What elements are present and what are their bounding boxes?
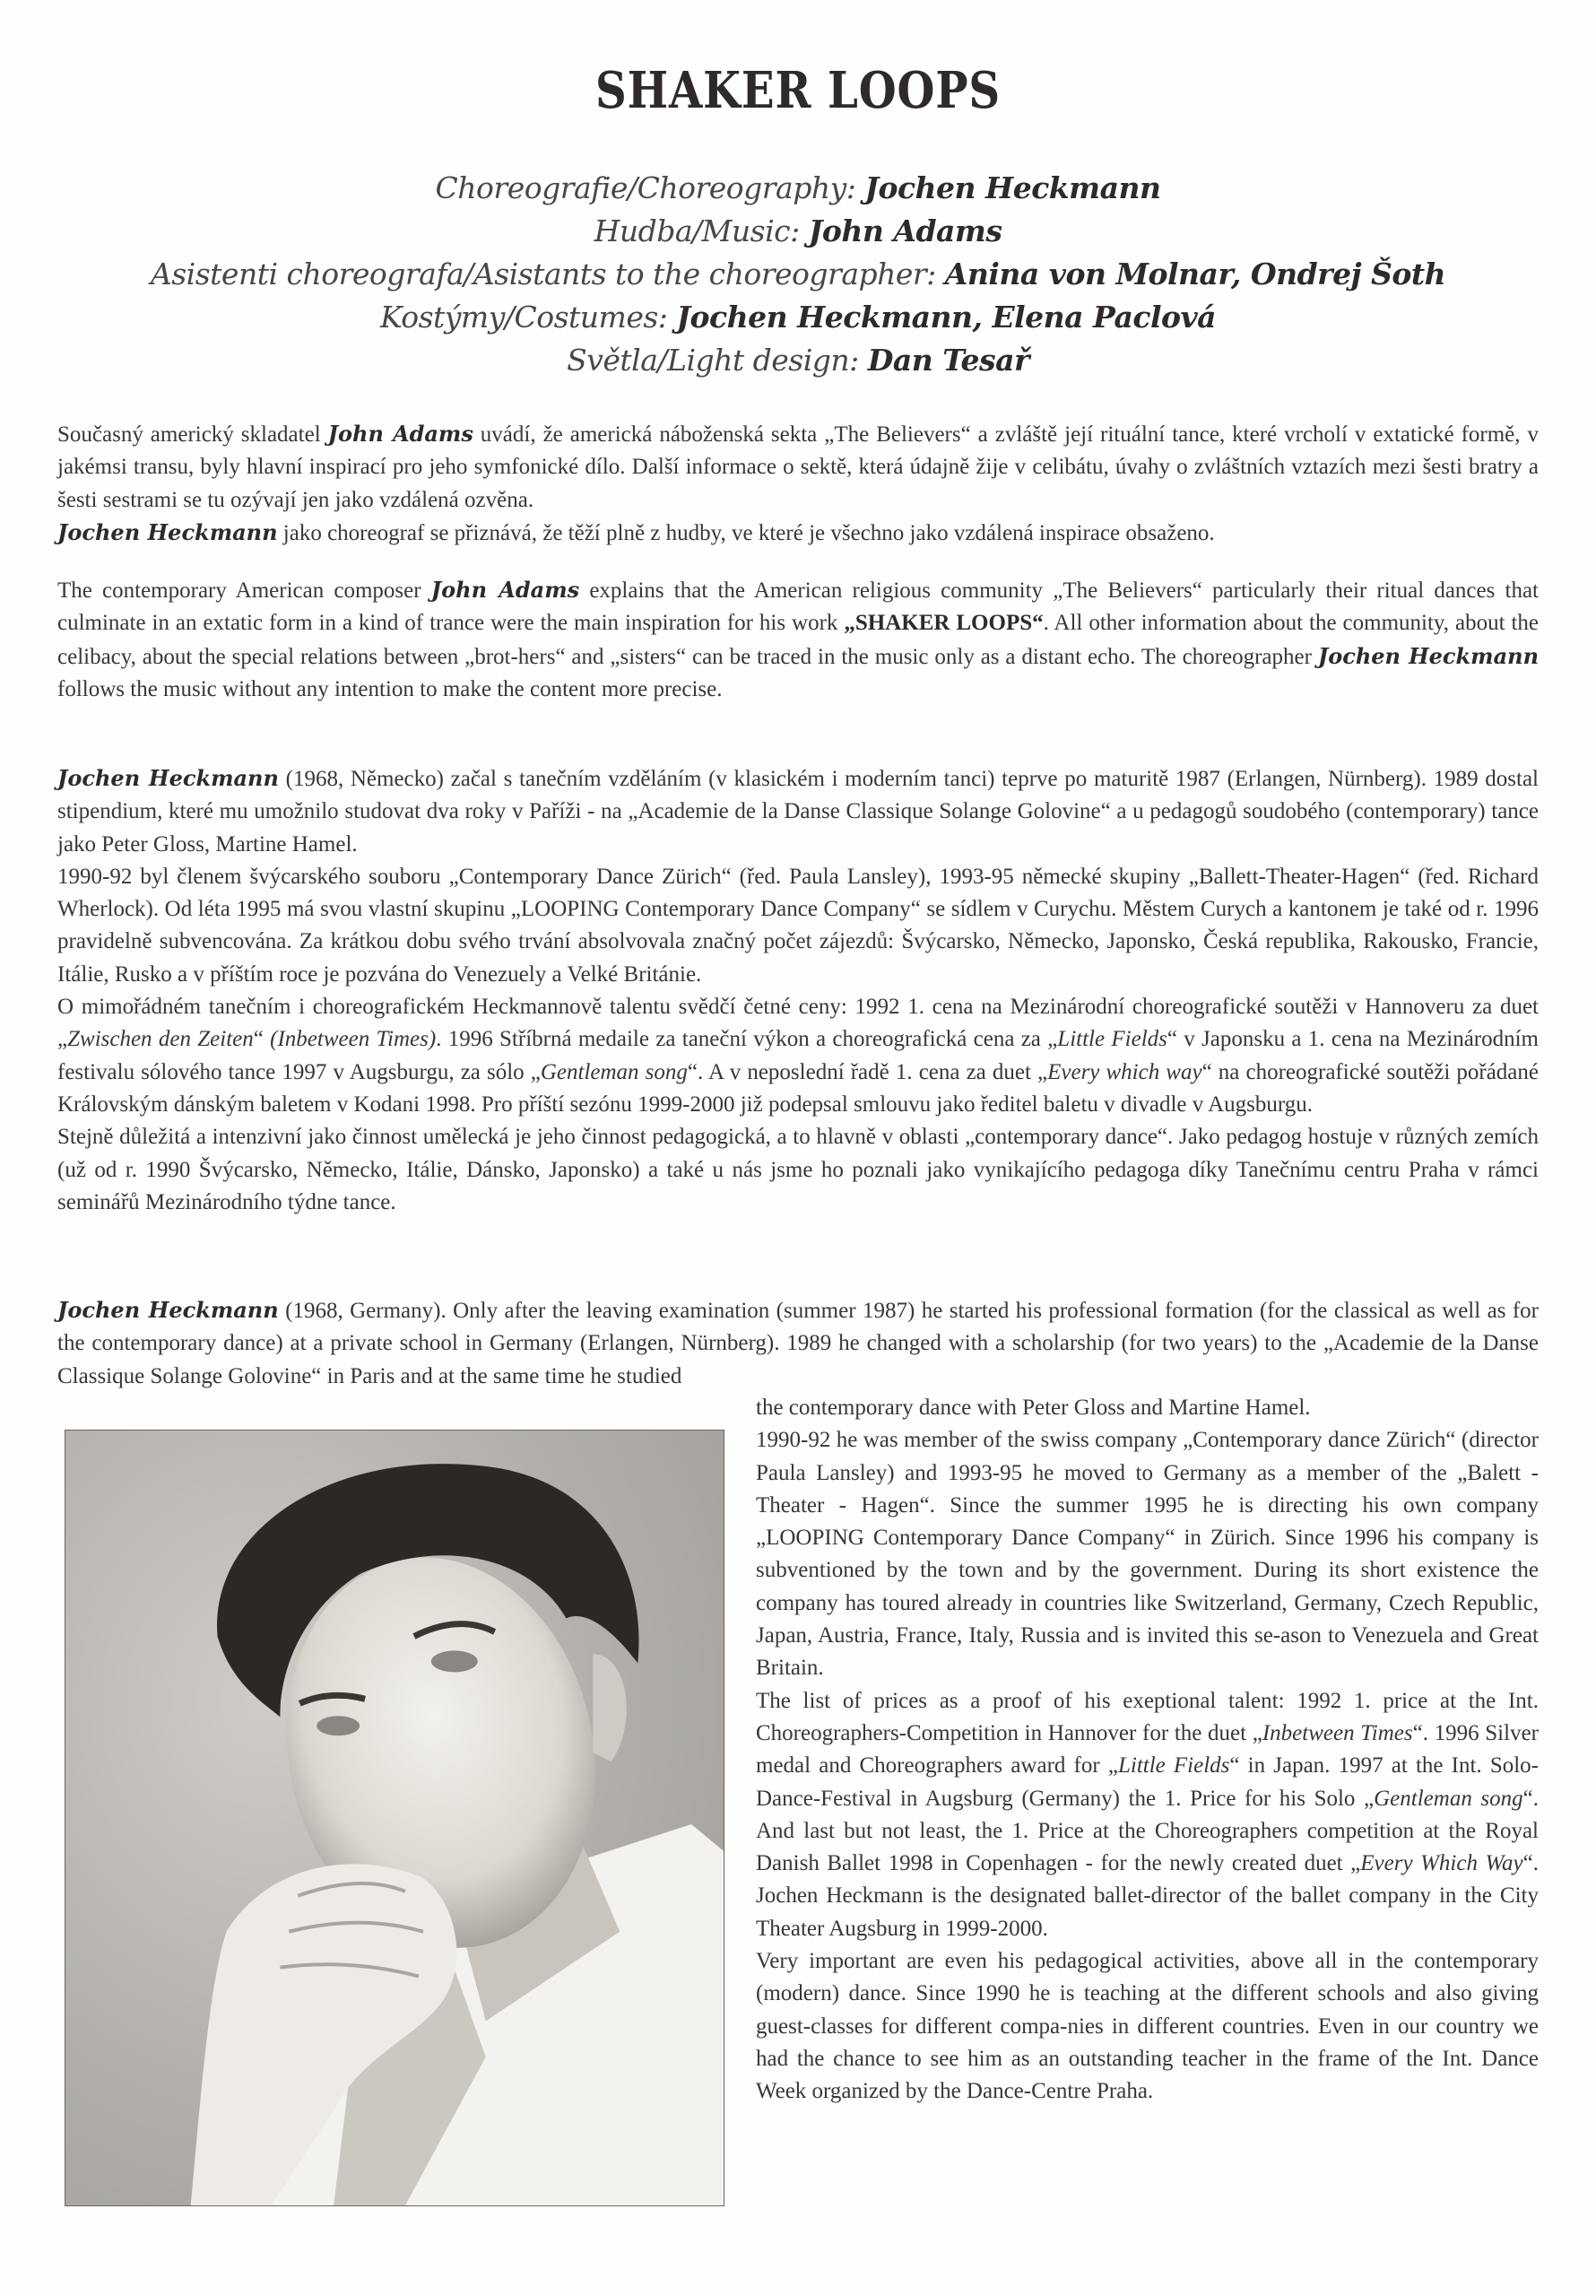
text-run: 1990-92 he was member of the swiss company „Contemporary dance Zürich“ (director Paula Lansley) and 1993-95 he moved to Germany as a member of the „Balett - Theater - Hagen“. Since the summer 1995 he is directing his own company „LOOPING Contemporary Dance Company“ in Zürich. Since 1996 his company is subventioned by the town and by the government. During its short existence the company has toured already in countries like Switzerland, Germany, Czech Republic, Japan, Austria, France, Italy, Russia and is invited this se-ason to Venezuela and Great Britain.	[756, 1428, 1539, 1681]
text-run: Stejně důležitá a intenzivní jako činnost umělecká je jeho činnost pedagogická, a to hlavně v oblasti „contemporary dance“. Jako pedagog hostuje v různých zemích (už od r. 1990 Švýcarsko, Německo, Itálie, Dánsko, Japonsko) a také u nás jsme ho poznali jako vynikajícího pedagoga díky Tanečnímu centru Praha v rámci seminářů Mezinárodního týdne tance.	[57, 1125, 1539, 1214]
text-run: uvádí, že americká náboženská sekta „The Believers“ a zvláště její rituální tance, které vrcholí v extatické formě, v jakémsi transu, byly hlavní inspirací pro jeho symfonické dílo. Další informace o sektě, která údajně žije v celibátu, úvahy o zvláštních vztazích mezi šesti bratry a šesti sestrami se tu ozývají jen jako vzdálená ozvěna.	[57, 422, 1539, 512]
name-emphasis: Jochen Heckmann	[57, 765, 279, 791]
paragraph	[756, 1392, 1539, 1424]
work-title: (Inbetween Times)	[270, 1027, 437, 1052]
text-run: “. 1996 Silver medal and Choreographers award for „	[756, 1720, 1539, 1779]
biography-english-continued	[756, 1392, 1539, 2109]
paragraph	[756, 1685, 1539, 1945]
work-title: Zwischen den Zeiten	[67, 1027, 254, 1052]
text-run: “. Jochen Heckmann is the designated ballet-director of the ballet company in the City Theater Augsburg in 1999-2000.	[756, 1851, 1539, 1941]
credit-names: Jochen Heckmann	[864, 170, 1161, 205]
eye-right	[431, 1650, 478, 1672]
paragraph	[57, 517, 1539, 550]
text-run: The contemporary American composer	[57, 578, 431, 603]
paragraph	[756, 1945, 1539, 2108]
credit-music	[0, 210, 1596, 253]
portrait-photo	[65, 1430, 724, 2206]
text-run: . All other information about the community, about the celibacy, about the special relations between „brot-hers“ and „sisters“ can be traced in the music only as a distant echo. The choreographer	[57, 611, 1539, 669]
text-run: “. And last but not least, the 1. Price at the Choreographers competition at the Royal Danish Ballet 1998 in Copenhagen - for the newly created duet „	[756, 1786, 1540, 1876]
text-run: jako choreograf se přiznává, že těží plně z hudby, ve které je všechno jako vzdálená inspirace obsaženo.	[277, 520, 1215, 545]
paragraph	[57, 574, 1539, 706]
work-title: Inbetween Times	[1262, 1720, 1413, 1745]
text-run: “ in Japan. 1997 at the Int. Solo-Dance-Festival in Augsburg (Germany) the 1. Price for his Solo „	[756, 1753, 1540, 1811]
text-run: “. A v neposlední řadě 1. cena za duet „	[687, 1059, 1048, 1084]
credit-role: Choreografie/Choreography:	[435, 170, 865, 205]
intro-czech	[57, 418, 1539, 550]
work-title: Gentleman song	[540, 1059, 688, 1084]
credits	[0, 167, 1596, 382]
credit-names: Jochen Heckmann, Elena Paclová	[676, 300, 1217, 335]
text-run: Současný americký skladatel	[57, 422, 328, 447]
paragraph	[57, 1121, 1539, 1219]
text-run: “	[253, 1027, 271, 1052]
eye-left	[317, 1716, 360, 1735]
name-emphasis: Jochen Heckmann	[1317, 642, 1540, 669]
paragraph	[57, 762, 1539, 861]
text-run: “ na choreografické soutěži pořádané Královským dánským baletem v Kodani 1998. Pro příští sezónu 1999-2000 již podepsal smlouvu jako ředitel baletu v divadle v Augsburgu.	[57, 1059, 1540, 1117]
credit-names: John Adams	[808, 213, 1002, 248]
credit-choreography	[0, 167, 1596, 210]
credit-role: Asistenti choreografa/Asistants to the choreographer:	[150, 257, 945, 291]
text-run: The list of prices as a proof of his exeptional talent: 1992 1. price at the Int. Choreographers-Competition in Hannover for the duet „	[756, 1688, 1539, 1745]
text-run: the contemporary dance with Peter Gloss and Martine Hamel.	[756, 1396, 1311, 1420]
name-emphasis: Jochen Heckmann	[57, 518, 278, 545]
page-title: SHAKER LOOPS	[594, 61, 1002, 120]
credit-names: Dan Tesař	[867, 343, 1029, 378]
credit-light-design	[0, 339, 1596, 382]
credit-role: Kostýmy/Costumes:	[379, 300, 677, 335]
text-run: . 1996 Stříbrná medaile za taneční výkon a choreografická cena za „	[436, 1027, 1058, 1052]
work-title: Every which way	[1047, 1059, 1202, 1084]
credit-names: Anina von Molnar, Ondrej Šoth	[944, 257, 1446, 291]
credit-role: Světla/Light design:	[567, 343, 868, 378]
name-emphasis: John Adams	[430, 577, 580, 603]
text-run: (1968, Germany). Only after the leaving examination (summer 1987) he started his professional formation (for the classical as well as for the contemporary dance) at a private school in Germany (Erlangen, Nürnberg). 1989 he changed with a scholarship (for two years) to the „Academie de la Danse Classique Solange Golovine“ in Paris and at the same time he studied	[57, 1299, 1540, 1388]
text-run: Very important are even his pedagogical activities, above all in the contemporary (modern) dance. Since 1990 he is teaching at the different schools and also giving guest-classes for different compa-nies in different countries. Even in our country we had the chance to see him as an outstanding teacher in the frame of the Int. Dance Week organized by the Dance-Centre Praha.	[756, 1949, 1539, 2104]
name-emphasis: John Adams	[327, 421, 473, 447]
name-emphasis: Jochen Heckmann	[57, 1297, 279, 1323]
intro-english	[57, 574, 1539, 706]
work-title: Little Fields	[1057, 1027, 1167, 1052]
portrait-image	[65, 1431, 724, 2205]
work-title: Little Fields	[1117, 1753, 1230, 1779]
credit-assistants	[0, 253, 1596, 296]
text-run: 1990-92 byl členem švýcarského souboru „Contemporary Dance Zürich“ (řed. Paula Lansley), 1993-95 německé skupiny „Ballett-Theater-Hagen“ (řed. Richard Wherlock). Od léta 1995 má svou vlastní skupinu „LOOPING Contemporary Dance Company“ se sídlem v Curychu. Městem Curych a kantonem je také od r. 1996 pravidelně subvencována. Za krátkou dobu svého trvání absolvovala značný počet zájezdů: Švýcarsko, Německo, Japonsko, Česká republika, Rakousko, Francie, Itálie, Rusko a v příštím roce je pozvána do Venezuely a Velké Británie.	[57, 864, 1539, 987]
paragraph	[57, 991, 1539, 1121]
paragraph	[57, 418, 1539, 517]
text-run: follows the music without any intention to make the content more precise.	[57, 676, 723, 701]
paragraph	[57, 1294, 1539, 1393]
biography-czech	[57, 762, 1539, 1219]
work-title: Every Which Way	[1360, 1851, 1523, 1876]
text-run: explains that the American religious community „The Believers“ particularly their ritual dances that culminate in an extatic form in a kind of trance were the main inspiration for his work	[57, 578, 1539, 636]
biography-english-intro	[57, 1294, 1539, 1393]
credit-role: Hudba/Music:	[594, 213, 809, 248]
work-title: Gentleman song	[1374, 1786, 1523, 1811]
paragraph	[756, 1424, 1539, 1684]
paragraph	[57, 861, 1539, 991]
bold-title: „SHAKER LOOPS“	[844, 611, 1044, 636]
text-run: “ v Japonsku a 1. cena na Mezinárodním festivalu sólového tance 1997 v Augsburgu, za sólo „	[57, 1027, 1540, 1084]
text-run: O mimořádném tanečním i choreografickém Heckmannově talentu svědčí četné ceny: 1992 1. cena na Mezinárodní choreografické soutěži v Hannoveru za duet „	[57, 995, 1539, 1052]
credit-costumes	[0, 296, 1596, 339]
text-run: (1968, Německo) začal s tanečním vzděláním (v klasickém i moderním tanci) teprve po maturitě 1987 (Erlangen, Nürnberg). 1989 dostal stipendium, které mu umožnilo studovat dva roky v Paříži - na „Academie de la Danse Classique Solange Golovine“ a u pedagogů soudobého (contemporary) tance jako Peter Gloss, Martine Hamel.	[57, 767, 1540, 857]
